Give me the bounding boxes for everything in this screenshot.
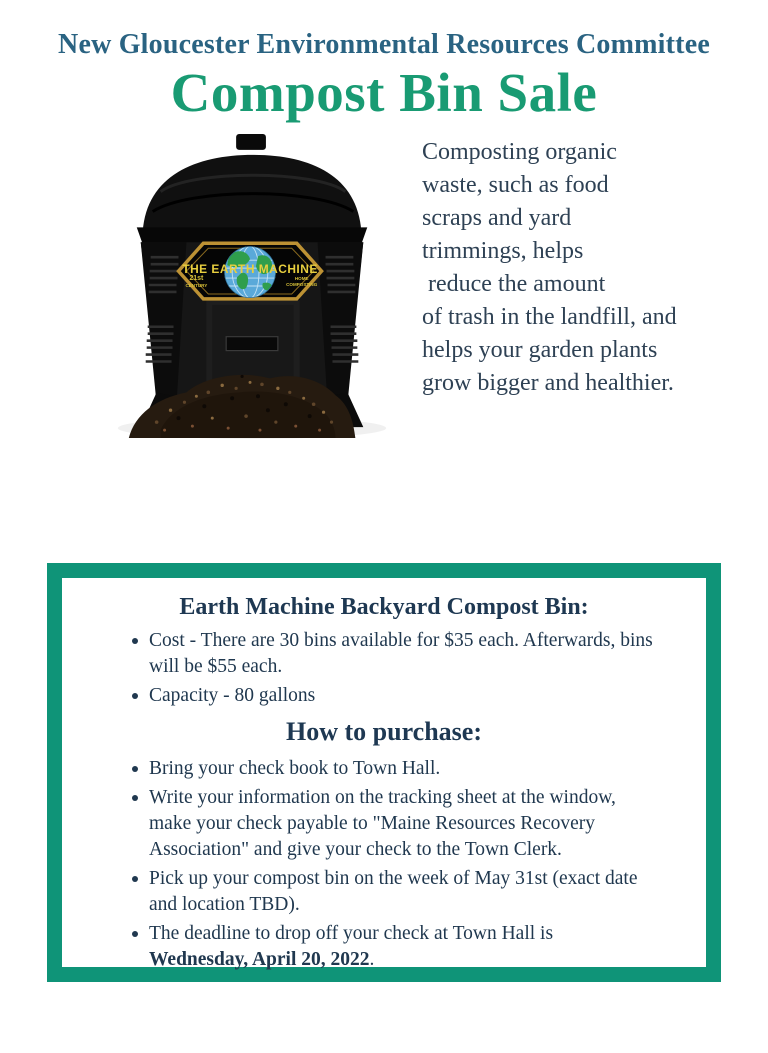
deadline-date-line <box>149 947 714 973</box>
compost-bin-sale-flyer <box>0 29 768 1053</box>
hero-section <box>0 132 768 447</box>
bin-lid-knob <box>236 134 266 150</box>
earth-machine-bin-illustration <box>96 132 414 442</box>
list-item-line: The deadline to drop off your check at Town Hall is <box>149 923 554 944</box>
intro-paragraph <box>422 136 677 447</box>
page-title: Compost Bin Sale <box>170 62 598 123</box>
bin-details-list <box>149 628 714 709</box>
badge-right-text-line2: COMPOSTING <box>286 281 318 287</box>
intro-line: helps your garden plants <box>422 336 658 363</box>
list-item-write-info <box>149 785 714 863</box>
hatch-handle <box>226 336 278 350</box>
badge-right-text-line1: HOME <box>294 275 309 281</box>
intro-line: Composting organic <box>422 138 617 165</box>
intro-line: grow bigger and healthier. <box>422 369 674 396</box>
badge-left-text-line1: 21st <box>189 274 204 282</box>
intro-line: of trash in the landfill, and <box>422 303 677 330</box>
badge-left-text-line2: CENTURY <box>185 282 208 288</box>
earth-machine-badge <box>178 243 321 299</box>
list-item-line: Cost - There are 30 bins available for $35 each. Afterwards, bins <box>149 630 653 651</box>
list-item-line: and location TBD). <box>149 894 300 915</box>
intro-line: waste, such as food <box>422 171 609 198</box>
committee-header: New Gloucester Environmental Resources Committee <box>58 29 710 60</box>
list-item-line: Association" and give your check to the Town Clerk. <box>149 839 562 860</box>
list-item-line: Pick up your compost bin on the week of May 31st (exact date <box>149 868 638 889</box>
info-box <box>47 563 721 982</box>
list-item-line: Capacity - 80 gallons <box>149 685 316 706</box>
intro-line: reduce the amount <box>422 270 606 297</box>
list-item-bring-checkbook <box>149 756 714 782</box>
compost-bin-image <box>96 132 414 447</box>
purchase-steps-list <box>149 756 714 973</box>
purchase-section-heading: How to purchase: <box>286 717 482 746</box>
badge-title-text: THE EARTH MACHINE <box>182 261 318 276</box>
list-item-line: Write your information on the tracking sheet at the window, <box>149 787 616 808</box>
intro-line: scraps and yard <box>422 204 572 231</box>
deadline-suffix: . <box>369 949 375 970</box>
intro-line: trimmings, helps <box>422 237 584 264</box>
list-item-line: make your check payable to "Maine Resources Recovery <box>149 813 595 834</box>
list-item-deadline <box>149 921 714 973</box>
list-item-capacity <box>149 683 714 709</box>
list-item-pickup <box>149 866 714 918</box>
list-item-cost <box>149 628 714 680</box>
bin-section-heading: Earth Machine Backyard Compost Bin: <box>179 594 589 620</box>
list-item-line: will be $55 each. <box>149 656 283 677</box>
deadline-date: Wednesday, April 20, 2022 <box>149 949 370 970</box>
list-item-line: Bring your check book to Town Hall. <box>149 758 441 779</box>
